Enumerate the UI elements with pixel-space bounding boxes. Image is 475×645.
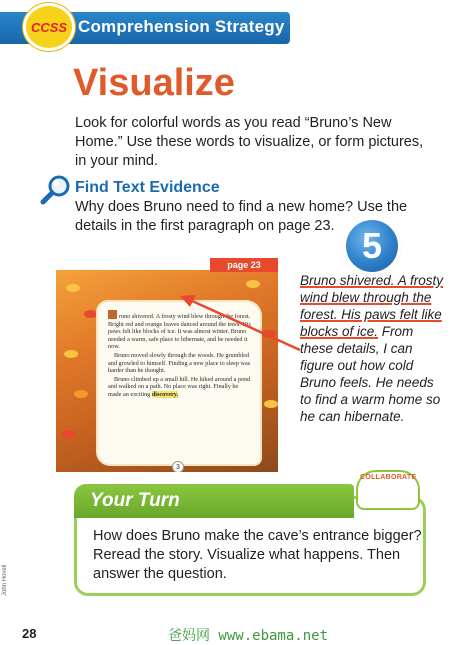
page-title: Visualize xyxy=(73,62,235,104)
leaf-decoration xyxy=(62,430,76,438)
pointer-arrow-icon xyxy=(176,288,306,358)
find-text-evidence-heading: Find Text Evidence xyxy=(75,179,220,196)
book-page-number: 3 xyxy=(172,461,184,472)
your-turn-title: Your Turn xyxy=(90,490,180,511)
banner-title: Comprehension Strategy xyxy=(78,17,285,36)
magnifier-icon xyxy=(40,174,72,206)
leaf-decoration xyxy=(66,284,80,292)
leaf-decoration xyxy=(246,280,260,288)
book-paragraph: Bruno climbed up a small hill. He hiked around a pond and walked on a path. No place was right. Finally he made an exciting discovery. xyxy=(108,375,251,398)
page-tag: page 23 xyxy=(210,258,278,272)
step-number: 5 xyxy=(361,225,383,266)
evidence-underlined: Bruno shivered. A frosty wind blew through the forest. His paws felt like blocks of ice. xyxy=(300,273,444,339)
evidence-text xyxy=(300,272,448,425)
evidence-rest: From these details, I can figure out how cold Bruno feels. He needs to find a warm home so he can hibernate. xyxy=(300,324,441,424)
find-text-evidence-question: Why does Bruno need to find a new home? Use the details in the first paragraph on page 23. xyxy=(75,199,408,234)
leaf-decoration xyxy=(264,400,278,408)
leaf-decoration xyxy=(74,390,88,398)
page-number: 28 xyxy=(22,626,37,641)
ccss-badge xyxy=(26,6,72,48)
book-paragraph: runo shivered. A frosty wind blew through the forest. Bright red and orange leaves danced around the trees. His paws felt like blocks of ice. It was almost winter. Bruno needed a warm, safe place to hibernate, and he needed it now. xyxy=(108,310,252,351)
leaf-decoration xyxy=(84,310,98,318)
book-paragraph: Bruno moved slowly through the woods. He grumbled and growled to himself. Finding a new place to sleep was harder than he thought. xyxy=(108,351,251,375)
watermark: 爸妈网 www.ebama.net xyxy=(168,628,329,644)
step-number-badge xyxy=(346,220,398,272)
leaf-decoration xyxy=(64,350,78,358)
your-turn-text: How does Bruno make the cave’s entrance bigger? Reread the story. Visualize what happens. Then answer the question. xyxy=(93,528,422,582)
drop-cap xyxy=(108,310,117,319)
highlighted-word: discovery. xyxy=(151,390,179,398)
intro-text: Look for colorful words as you read “Bruno’s New Home.” Use these words to visualize, or form pictures, in your mind. xyxy=(75,115,424,169)
photo-credit: John Hovell xyxy=(2,564,8,596)
ccss-badge-label: CCSS xyxy=(30,19,68,35)
collaborate-label: COLLABORATE xyxy=(360,474,417,481)
